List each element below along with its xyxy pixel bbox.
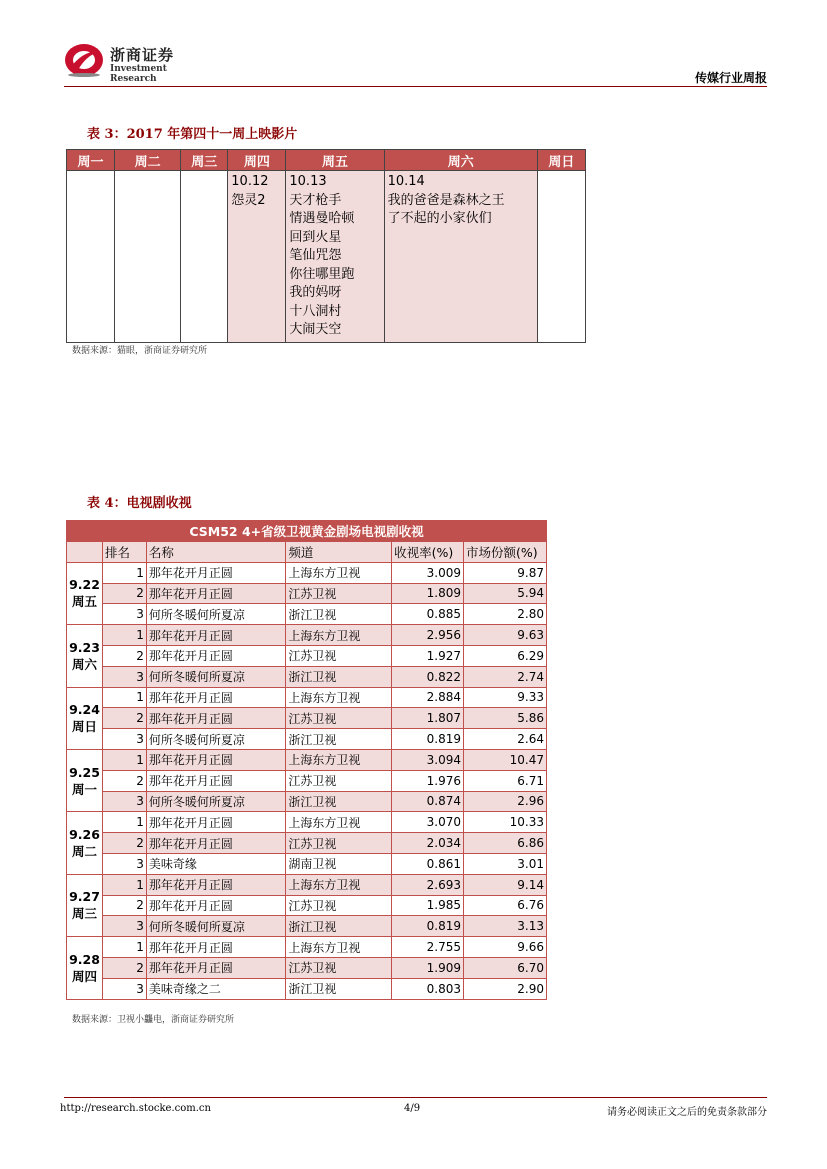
name-cell: 那年花开月正圆 <box>146 770 286 791</box>
rank-cell: 3 <box>102 916 146 937</box>
rank-cell: 1 <box>102 937 146 958</box>
channel-cell: 浙江卫视 <box>286 604 392 625</box>
release-date: 10.14 <box>387 174 425 189</box>
table-row <box>67 625 547 646</box>
rating-cell: 2.034 <box>392 833 464 854</box>
date-label: 9.27 <box>69 889 100 905</box>
day-cell <box>537 171 585 343</box>
share-cell: 3.13 <box>464 916 547 937</box>
day-header: 周三 <box>181 150 228 171</box>
date-cell <box>67 937 103 999</box>
rating-cell: 1.809 <box>392 583 464 604</box>
channel-cell: 浙江卫视 <box>286 916 392 937</box>
name-cell: 何所冬暖何所夏凉 <box>146 916 286 937</box>
name-cell: 那年花开月正圆 <box>146 708 286 729</box>
rating-cell: 3.094 <box>392 749 464 770</box>
channel-cell: 江苏卫视 <box>286 895 392 916</box>
movie-title: 我的爸爸是森林之王 <box>387 192 505 208</box>
rating-cell: 0.885 <box>392 604 464 625</box>
share-cell: 9.63 <box>464 625 547 646</box>
movie-title: 笔仙咒怨 <box>289 248 342 263</box>
table-row <box>67 874 547 895</box>
movie-title: 了不起的小家伙们 <box>387 211 492 226</box>
date-label: 9.25 <box>69 764 100 780</box>
name-cell: 那年花开月正圆 <box>146 874 286 895</box>
channel-cell: 浙江卫视 <box>286 978 392 999</box>
table-header-row <box>67 542 547 563</box>
rank-cell: 2 <box>102 957 146 978</box>
name-cell: 那年花开月正圆 <box>146 583 286 604</box>
channel-cell: 上海东方卫视 <box>286 687 392 708</box>
rating-cell: 2.693 <box>392 874 464 895</box>
rank-cell: 3 <box>102 791 146 812</box>
name-cell: 何所冬暖何所夏凉 <box>146 604 286 625</box>
rank-cell: 1 <box>102 812 146 833</box>
company-logo-icon <box>64 42 104 78</box>
share-cell: 6.70 <box>464 957 547 978</box>
day-cell <box>67 171 115 343</box>
rank-cell: 1 <box>102 562 146 583</box>
movie-schedule-table <box>66 149 586 343</box>
table-caption: CSM52 4+省级卫视黄金剧场电视剧收视 <box>67 521 547 542</box>
channel-cell: 浙江卫视 <box>286 791 392 812</box>
rating-cell: 1.807 <box>392 708 464 729</box>
rank-cell: 2 <box>102 770 146 791</box>
share-cell: 10.33 <box>464 812 547 833</box>
movie-title: 天才枪手 <box>289 192 342 208</box>
name-cell: 那年花开月正圆 <box>146 812 286 833</box>
date-cell <box>67 749 103 811</box>
channel-cell: 上海东方卫视 <box>286 812 392 833</box>
channel-cell: 上海东方卫视 <box>286 749 392 770</box>
rating-cell: 0.819 <box>392 916 464 937</box>
day-cell <box>384 171 537 343</box>
rank-cell: 2 <box>102 833 146 854</box>
channel-cell: 江苏卫视 <box>286 708 392 729</box>
name-cell: 那年花开月正圆 <box>146 957 286 978</box>
share-cell: 9.14 <box>464 874 547 895</box>
movie-title: 你往哪里跑 <box>289 266 355 282</box>
share-cell: 9.66 <box>464 937 547 958</box>
weekday-label: 周六 <box>71 656 97 672</box>
day-header: 周五 <box>286 150 384 171</box>
header-divider <box>64 86 767 87</box>
share-cell: 2.64 <box>464 729 547 750</box>
table-row <box>67 937 547 958</box>
rating-cell: 2.755 <box>392 937 464 958</box>
share-cell: 6.86 <box>464 833 547 854</box>
name-cell: 何所冬暖何所夏凉 <box>146 729 286 750</box>
movie-title: 十八洞村 <box>289 303 342 319</box>
table-row <box>67 583 547 604</box>
day-cell <box>228 171 286 343</box>
name-cell: 那年花开月正圆 <box>146 687 286 708</box>
name-cell: 那年花开月正圆 <box>146 625 286 646</box>
share-cell: 3.01 <box>464 853 547 874</box>
channel-cell: 江苏卫视 <box>286 957 392 978</box>
rating-cell: 1.976 <box>392 770 464 791</box>
rank-cell: 1 <box>102 687 146 708</box>
rank-cell: 1 <box>102 749 146 770</box>
company-logo <box>64 42 204 84</box>
channel-cell: 上海东方卫视 <box>286 625 392 646</box>
table4-title: 表 4：电视剧收视 <box>87 496 192 511</box>
table-row <box>67 562 547 583</box>
column-header: 排名 <box>102 542 146 563</box>
rank-cell: 1 <box>102 625 146 646</box>
weekday-label: 周三 <box>71 906 97 922</box>
table4-source: 数据来源：卫视小龘电，浙商证券研究所 <box>72 1015 235 1025</box>
company-name-cn: 浙商证券 <box>110 46 175 64</box>
movie-title: 我的妈呀 <box>289 285 342 300</box>
rating-cell: 0.822 <box>392 666 464 687</box>
table-row <box>67 729 547 750</box>
share-cell: 2.96 <box>464 791 547 812</box>
tv-ratings-table <box>66 520 547 1000</box>
rank-cell: 3 <box>102 666 146 687</box>
table-header-row <box>67 150 586 171</box>
weekday-label: 周日 <box>71 719 97 735</box>
footer-divider <box>64 1097 767 1098</box>
date-cell <box>67 562 103 624</box>
table-row <box>67 812 547 833</box>
day-header: 周一 <box>67 150 115 171</box>
share-cell: 9.33 <box>464 687 547 708</box>
rating-cell: 1.927 <box>392 645 464 666</box>
share-cell: 5.94 <box>464 583 547 604</box>
rating-cell: 2.956 <box>392 625 464 646</box>
rating-cell: 0.819 <box>392 729 464 750</box>
movie-title: 大闹天空 <box>289 322 342 337</box>
rank-cell: 2 <box>102 583 146 604</box>
name-cell: 那年花开月正圆 <box>146 645 286 666</box>
table-row <box>67 916 547 937</box>
table-row <box>67 791 547 812</box>
weekday-label: 周四 <box>71 968 97 984</box>
day-header: 周日 <box>537 150 585 171</box>
report-type: 传媒行业周报 <box>694 71 767 85</box>
channel-cell: 上海东方卫视 <box>286 937 392 958</box>
share-cell: 5.86 <box>464 708 547 729</box>
weekday-label: 周一 <box>71 781 97 797</box>
table-row <box>67 978 547 999</box>
footer-url-link[interactable]: http://research.stocke.com.cn <box>60 1103 211 1114</box>
header-blank <box>67 542 103 563</box>
rank-cell: 3 <box>102 604 146 625</box>
movie-title: 回到火星 <box>289 229 342 245</box>
table3-title: 表 3：2017 年第四十一周上映影片 <box>87 127 298 142</box>
rating-cell: 1.985 <box>392 895 464 916</box>
channel-cell: 浙江卫视 <box>286 666 392 687</box>
column-header: 名称 <box>146 542 286 563</box>
date-label: 9.26 <box>69 827 100 843</box>
channel-cell: 江苏卫视 <box>286 583 392 604</box>
table-row <box>67 749 547 770</box>
name-cell: 美味奇缘之二 <box>146 978 286 999</box>
name-cell: 那年花开月正圆 <box>146 749 286 770</box>
rank-cell: 3 <box>102 978 146 999</box>
release-date: 10.12 <box>231 174 269 189</box>
rating-cell: 3.009 <box>392 562 464 583</box>
share-cell: 6.71 <box>464 770 547 791</box>
rank-cell: 3 <box>102 729 146 750</box>
date-cell <box>67 687 103 749</box>
date-label: 9.24 <box>69 702 100 718</box>
table-row <box>67 604 547 625</box>
company-name-en: Investment Research <box>110 64 167 84</box>
date-cell <box>67 812 103 874</box>
movie-title: 情遇曼哈顿 <box>289 211 355 226</box>
rank-cell: 2 <box>102 708 146 729</box>
rank-cell: 1 <box>102 874 146 895</box>
rank-cell: 2 <box>102 645 146 666</box>
day-cell <box>286 171 384 343</box>
name-cell: 那年花开月正圆 <box>146 562 286 583</box>
table-row <box>67 666 547 687</box>
table-row <box>67 770 547 791</box>
date-label: 9.28 <box>69 951 100 967</box>
table3-source: 数据来源：猫眼，浙商证券研究所 <box>72 346 208 356</box>
channel-cell: 上海东方卫视 <box>286 874 392 895</box>
share-cell: 2.74 <box>464 666 547 687</box>
table-row <box>67 171 586 343</box>
share-cell: 6.76 <box>464 895 547 916</box>
weekday-label: 周五 <box>71 594 97 610</box>
share-cell: 2.80 <box>464 604 547 625</box>
column-header: 市场份额(%) <box>464 542 547 563</box>
rank-cell: 2 <box>102 895 146 916</box>
disclaimer-note: 请务必阅读正文之后的免责条款部分 <box>607 1107 767 1118</box>
rank-cell: 3 <box>102 853 146 874</box>
channel-cell: 江苏卫视 <box>286 770 392 791</box>
movie-title: 怨灵2 <box>231 192 266 208</box>
date-cell <box>67 625 103 687</box>
rating-cell: 0.861 <box>392 853 464 874</box>
rating-cell: 2.884 <box>392 687 464 708</box>
page-number: 4/9 <box>404 1103 421 1114</box>
day-cell <box>115 171 181 343</box>
name-cell: 那年花开月正圆 <box>146 937 286 958</box>
table-row <box>67 687 547 708</box>
channel-cell: 上海东方卫视 <box>286 562 392 583</box>
date-cell <box>67 874 103 936</box>
name-cell: 何所冬暖何所夏凉 <box>146 791 286 812</box>
rating-cell: 1.909 <box>392 957 464 978</box>
date-label: 9.23 <box>69 639 100 655</box>
channel-cell: 浙江卫视 <box>286 729 392 750</box>
day-cell <box>181 171 228 343</box>
name-cell: 何所冬暖何所夏凉 <box>146 666 286 687</box>
table-row <box>67 708 547 729</box>
table-row <box>67 895 547 916</box>
weekday-label: 周二 <box>71 844 97 860</box>
name-cell: 那年花开月正圆 <box>146 895 286 916</box>
table-row <box>67 645 547 666</box>
channel-cell: 江苏卫视 <box>286 645 392 666</box>
date-label: 9.22 <box>69 577 100 593</box>
table-row <box>67 833 547 854</box>
name-cell: 那年花开月正圆 <box>146 833 286 854</box>
day-header: 周二 <box>115 150 181 171</box>
rating-cell: 0.874 <box>392 791 464 812</box>
table-row <box>67 957 547 978</box>
name-cell: 美味奇缘 <box>146 853 286 874</box>
day-header: 周四 <box>228 150 286 171</box>
channel-cell: 江苏卫视 <box>286 833 392 854</box>
day-header: 周六 <box>384 150 537 171</box>
rating-cell: 0.803 <box>392 978 464 999</box>
column-header: 频道 <box>286 542 392 563</box>
share-cell: 6.29 <box>464 645 547 666</box>
release-date: 10.13 <box>289 174 327 189</box>
share-cell: 10.47 <box>464 749 547 770</box>
share-cell: 9.87 <box>464 562 547 583</box>
share-cell: 2.90 <box>464 978 547 999</box>
channel-cell: 湖南卫视 <box>286 853 392 874</box>
rating-cell: 3.070 <box>392 812 464 833</box>
column-header: 收视率(%) <box>392 542 464 563</box>
table-row <box>67 853 547 874</box>
